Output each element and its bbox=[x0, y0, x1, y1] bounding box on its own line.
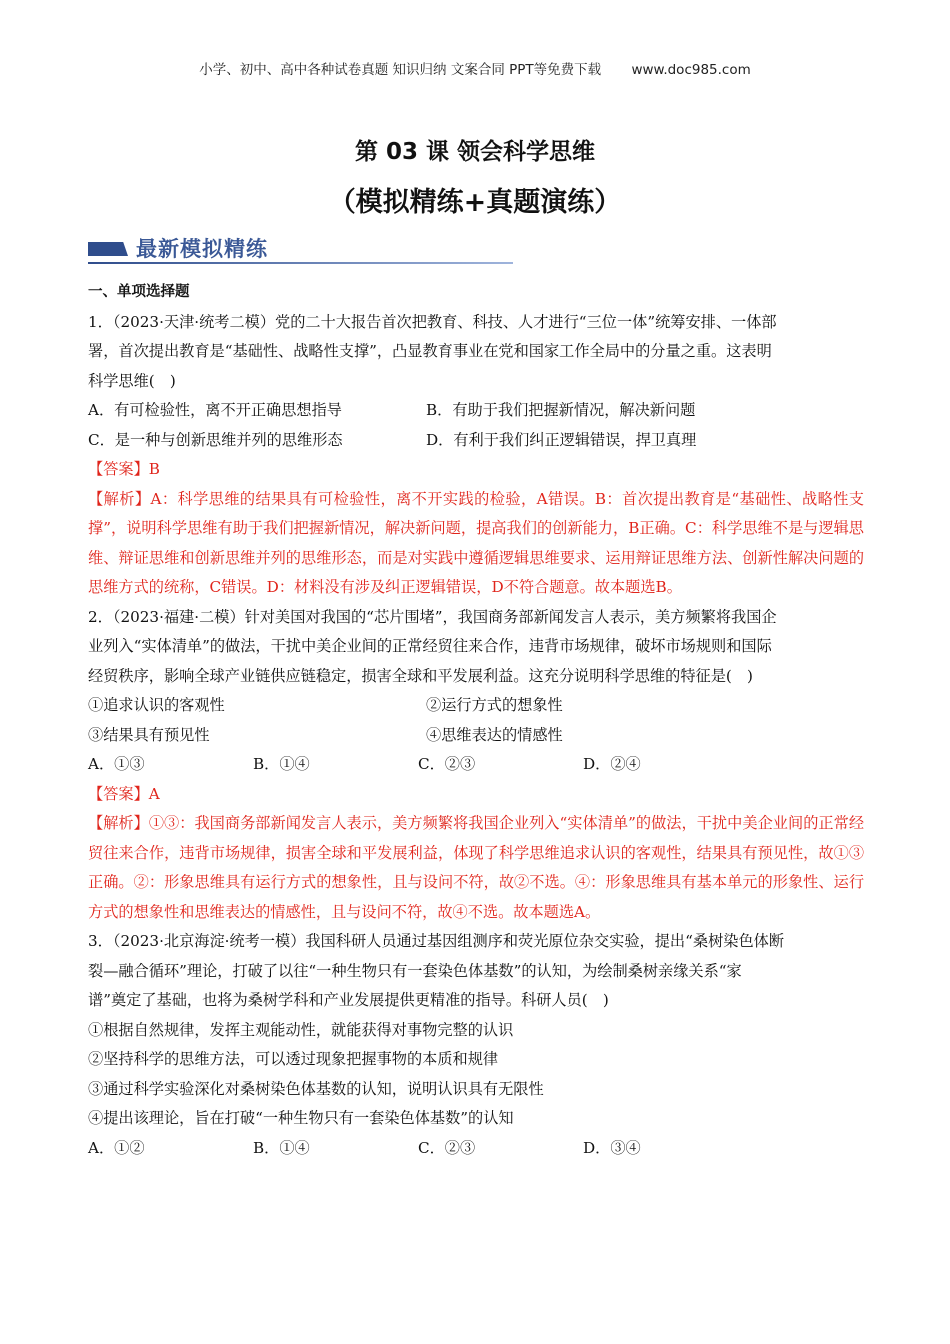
option-d[interactable]: D．③④ bbox=[583, 1138, 641, 1157]
statement-4: ④思维表达的情感性 bbox=[426, 725, 563, 744]
options-row bbox=[88, 396, 864, 426]
analysis-label: 【解析】 bbox=[88, 489, 151, 508]
option-b[interactable]: B．①④ bbox=[253, 755, 310, 773]
statement-3: ③通过科学实验深化对桑树染色体基数的认知，说明认识具有无限性 bbox=[88, 1079, 544, 1098]
statement-4: ④提出该理论，旨在打破“一种生物只有一套染色体基数”的认知 bbox=[88, 1109, 514, 1127]
question-line: 1．（2023·天津·统考二模）党的二十大报告首次把教育、科技、人才进行“三位一体”统筹安排、一体部 bbox=[88, 312, 777, 331]
options-row bbox=[88, 750, 864, 780]
analysis bbox=[88, 809, 864, 927]
analysis-label: 【解析】 bbox=[88, 814, 149, 832]
statements-row bbox=[88, 721, 864, 751]
question-line: 2．（2023·福建·二模）针对美国对我国的“芯片围堵”，我国商务部新闻发言人表示，美方频繁将我国企 bbox=[88, 607, 777, 626]
option-c[interactable]: C．②③ bbox=[418, 755, 476, 773]
statement-3: ③结果具有预见性 bbox=[88, 725, 210, 744]
option-d[interactable]: D．有利于我们纠正逻辑错误，捍卫真理 bbox=[426, 430, 697, 449]
statements-row bbox=[88, 691, 864, 721]
option-a[interactable]: A．有可检验性，离不开正确思想指导 bbox=[88, 401, 342, 419]
options-row bbox=[88, 426, 864, 456]
statement-1: ①追求认识的客观性 bbox=[88, 696, 225, 714]
option-c[interactable]: C．②③ bbox=[418, 1138, 476, 1157]
question-line: 署，首次提出教育是“基础性、战略性支撑”，凸显教育事业在党和国家工作全局中的分量之重。这表明 bbox=[88, 342, 772, 360]
header-site[interactable]: www.doc985.com bbox=[631, 62, 751, 78]
answer: 【答案】B bbox=[88, 460, 160, 478]
statement-2: ②运行方式的想象性 bbox=[426, 696, 563, 714]
header-text: 小学、初中、高中各种试卷真题 知识归纳 文案合同 PPT等免费下载 bbox=[199, 62, 602, 78]
option-c[interactable]: C．是一种与创新思维并列的思维形态 bbox=[88, 430, 343, 449]
question-line: 3．（2023·北京海淀·统考一模）我国科研人员通过基因组测序和荧光原位杂交实验，提出“桑树染色体断 bbox=[88, 932, 785, 950]
banner-text: 最新模拟精练 bbox=[136, 237, 268, 261]
option-a[interactable]: A．①② bbox=[88, 1138, 145, 1157]
option-b[interactable]: B．①④ bbox=[253, 1138, 310, 1157]
analysis bbox=[88, 485, 864, 603]
content bbox=[88, 278, 864, 1163]
statement-1: ①根据自然规律，发挥主观能动性，就能获得对事物完整的认识 bbox=[88, 1020, 514, 1039]
question-line: 科学思维( ) bbox=[88, 371, 176, 390]
banner-bar bbox=[88, 242, 128, 256]
page-title: 第 03 课 领会科学思维 bbox=[354, 139, 596, 165]
section-heading: 一、单项选择题 bbox=[88, 284, 190, 300]
analysis-text: A：科学思维的结果具有可检验性，离不开实践的检验，A错误。B：首次提出教育是“基础性、战略性支撑”，说明科学思维有助于我们把握新情况，解决新问题，提高我们的创新能力，B正确。C：科学思维不是与逻辑思维、辩证思维和创新思维并列的思维形态，而是对实践中遵循逻辑思维要求、运用辩证思维方法、创新性解决问题的思维方式的统称，C错误。D：材料没有涉及纠正逻辑错误，D不符合题意。故本题选B。 bbox=[88, 489, 864, 596]
question-line: 业列入“实体清单”的做法，干扰中美企业间的正常经贸往来合作，违背市场规律，破坏市场规则和国际 bbox=[88, 637, 772, 655]
option-d[interactable]: D．②④ bbox=[583, 755, 641, 773]
question-line: 裂—融合循环”理论，打破了以往“一种生物只有一套染色体基数”的认知，为绘制桑树亲缘关系“家 bbox=[88, 961, 742, 980]
page-header bbox=[0, 58, 950, 78]
analysis-text: ①③：我国商务部新闻发言人表示，美方频繁将我国企业列入“实体清单”的做法，干扰中美企业间的正常经贸往来合作，违背市场规律，损害全球和平发展利益，体现了科学思维追求认识的客观性，结果具有预见性，故①③正确。②：形象思维具有运行方式的想象性，且与设问不符，故②不选。④：形象思维具有基本单元的形象性、运行方式的想象性和思维表达的情感性，且与设问不符，故④不选。故本题选A。 bbox=[88, 814, 865, 921]
options-row bbox=[88, 1134, 864, 1164]
question-line: 谱”奠定了基础，也将为桑树学科和产业发展提供更精准的指导。科研人员( ) bbox=[88, 991, 609, 1009]
section-banner bbox=[88, 233, 513, 265]
question-3 bbox=[88, 927, 864, 1163]
statement-2: ②坚持科学的思维方法，可以透过现象把握事物的本质和规律 bbox=[88, 1050, 499, 1068]
question-1 bbox=[88, 308, 864, 603]
banner-underline bbox=[88, 262, 513, 264]
question-line: 经贸秩序，影响全球产业链供应链稳定，损害全球和平发展利益。这充分说明科学思维的特征是( ) bbox=[88, 666, 753, 685]
answer: 【答案】A bbox=[88, 784, 160, 803]
option-b[interactable]: B．有助于我们把握新情况，解决新问题 bbox=[426, 401, 696, 419]
option-a[interactable]: A．①③ bbox=[88, 755, 145, 773]
page-subtitle: （模拟精练+真题演练） bbox=[328, 187, 622, 218]
question-2 bbox=[88, 603, 864, 928]
